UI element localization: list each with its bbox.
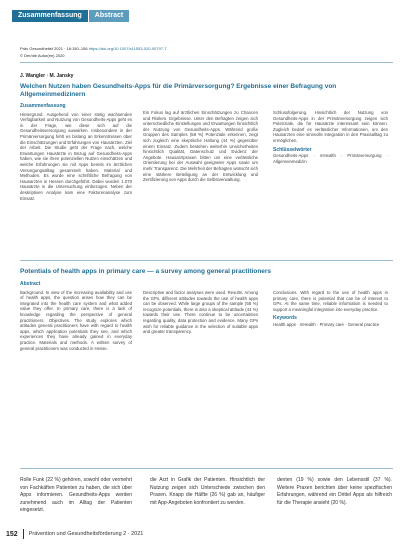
german-abstract-heading: Zusammenfassung: [20, 103, 66, 109]
copyright: © Der/die Autor(en) 2020: [20, 53, 65, 58]
body-text-col1: Rolle Funk (22 %) gehören, sowohl oder vermehrt von Fachkäften Patienten zu haben, die sich über Apps informieren. Gesundheits-Apps werden zunehmend auch im Alltag der Patienten eingesetzt.: [20, 477, 132, 514]
english-keywords: Health apps · mHealth · Primary care · General practice: [273, 321, 380, 327]
english-title: Potentials of health apps in primary care — a survey among general practitioners: [20, 268, 272, 275]
english-abstract-col3: [273, 290, 388, 328]
german-abstract-col2: [143, 110, 258, 183]
german-abstract-text1: Hintergrund. Ausgehend von einer stetig wachsenden Verfügbarkeit und Nutzung von Gesundheits-Apps geht es in der Frage, wie diese sich auf die Gesundheitsversorgung auswirken. Insbesondere in der Primärversorgung fehlt es bislang an Erkenntnissen über die Einschätzungen und Erfahrungen von Hausärzten. Ziel der Arbeit. Die Studie geht der Frage nach, welche Erwartungen Hausärzte in Bezug auf Gesundheits-Apps haben, wie sie ihren potenziellen Nutzen einschätzen und welche Erfahrungen sie mit Apps bereits im ärztlichen Versorgungsalltag gesammelt haben. Material und Methoden. Es wurde eine schriftliche Befragung von Hausarzten in Hessen durchgeführt. Dabei wurden 1.070 Hausärzte in die Untersuchung einbezogen. Neben der deskriptiven Analyse kam eine Faktorenanalyse zum Einsatz.: [20, 111, 132, 201]
english-abstract-text2: Descriptive and factor analyses were used. Results. Among the GPs, different attitudes towards the use of health apps can be observed. While large groups of the sample (58 %) recognize potentials, there is also a skeptical attitude (44 %) towards their use. There continue to be uncertainties regarding quality, data protection and evidence. Many GPs wish for reliable guidance in the selection of suitable apps and greater transparency.: [143, 290, 258, 335]
page-number: 152: [6, 530, 18, 538]
page-footer: [0, 528, 143, 540]
body-text-col3: denten (19 %) sowie den Lebensstil (37 %). Weitere Praxen berichten über keine spezifischen Erfahrungen, während ein Drittel Apps als hilfreich für die Therapie ansieht (20 %).: [277, 477, 392, 506]
citation-line: [20, 46, 167, 51]
body-text-col2: die Arzt in Grafik der Patienten. Hinsichtlich der Nutzung zeigen sich Unterschiede zwischen den Praxen. Knapp die Hälfte (26 %) gab an, häufiger mit App-Angeboten konfrontiert zu werden.: [150, 477, 265, 506]
authors: J. Wangler · M. Jansky: [20, 73, 74, 79]
citation: Präv Gesundheitsf 2021 · 16:150–156: [20, 46, 88, 51]
divider: [20, 468, 393, 469]
english-abstract-col2: [143, 290, 258, 335]
german-abstract-col3: [273, 110, 388, 164]
english-abstract-col1: [20, 282, 132, 351]
divider: [20, 260, 393, 261]
german-keywords-heading: Schlüsselwörter: [273, 146, 312, 153]
header-tabs: [12, 10, 129, 22]
german-abstract-text2: Ein Fokus lag auf ärztlichen Einschätzungen zu Chancen und Risiken. Ergebnisse. Unter den Befragten zeigen sich unterschiedliche Einstellungen und Erwartungen hinsichtlich der Nutzung von Gesundheits-Apps. Während große Gruppen des Samples (58 %) Potenziale erkennen, zeigt sich zugleich eine skeptische Haltung (44 %) gegenüber einem Einsatz. Zudem bestehen weiterhin Unsicherheiten hinsichtlich Qualität, Datenschutz und Evidenz der Angebote. Hausarztpraxen bitten um eine verlässliche Orientierung bei der Auswahl geeigneter Apps sowie um mehr Transparenz. Die Mehrheit der Befragten wünscht sich eine stärkere Beteiligung an der Entwicklung und Zertifizierung von Apps durch die Selbstverwaltung.: [143, 110, 258, 183]
english-abstract-text1: Background. In view of the increasing availability and use of health apps, the question arises how they can be integrated into the health care system and what added value they offer. In primary care, there is a lack of knowledge regarding the perspective of general practitioners. Objectives. The study explores which attitudes general practitioners have with regard to health apps, which application potentials they see, and which experiences they have already gained in everyday practice. Materials and methods. A written survey of general practitioners was conducted in Hesse.: [20, 289, 132, 351]
footer-divider: [23, 529, 24, 539]
german-title: Welchen Nutzen haben Gesundheits-Apps für die Primärversorgung? Ergebnisse einer Befragung von Allgemeinmedizinern: [20, 83, 337, 98]
doi-link[interactable]: https://doi.org/10.1007/s11553-020-00797-7: [88, 46, 167, 51]
tab-abstract: Abstract: [88, 10, 129, 22]
journal-name: Prävention und Gesundheitsförderung 2 · 2021: [28, 531, 144, 537]
german-keywords: Gesundheits-Apps · mHealth · Primärversorgung · Allgemeinmedizin: [273, 153, 388, 164]
german-abstract-col1: [20, 104, 132, 201]
german-abstract-text3: Schlussfolgerung. Hinsichtlich der Nutzung von Gesundheits-Apps in der Primärversorgung zeigen sich Potenziale, die für Hausärzte interessant sein können. Zugleich bedarf es verlässlicher Informationen, um den Hausarzten eine sinnvolle Integration in den Praxisalltag zu ermöglichen.: [273, 110, 388, 143]
tab-zusammenfassung: Zusammenfassung: [12, 10, 88, 22]
divider: [20, 62, 393, 63]
english-abstract-heading: Abstract: [20, 281, 41, 287]
english-keywords-heading: Keywords: [273, 315, 297, 322]
english-abstract-text3: Conclusions. With regard to the use of health apps in primary care, there is potential that can be of interest to GPs. At the same time, reliable information is needed to support a meaningful integration into everyday practice.: [273, 290, 388, 312]
